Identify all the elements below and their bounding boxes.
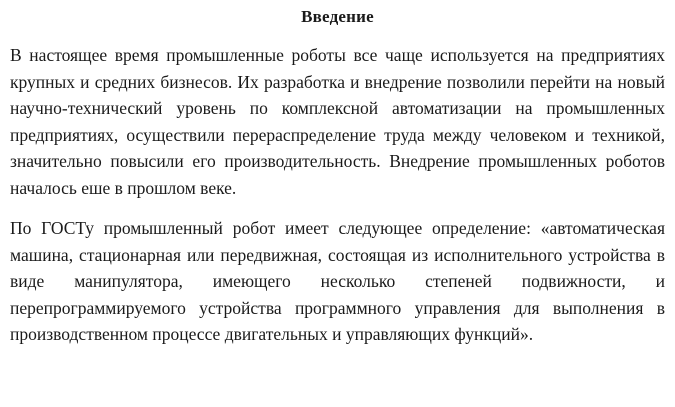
paragraph-intro: В настоящее время промышленные роботы все чаще используется на предприятиях крупных и средних бизнесов. Их разработка и внедрение позволили перейти на новый научно-технический уровень по комплексной автоматизации на промышленных предприятиях, осуществили перераспределение труда между человеком и техникой, значительно повысили его производительность. Внедрение промышленных роботов началось еше в прошлом веке. xyxy=(10,45,665,198)
paragraph-definition: По ГОСТу промышленный робот имеет следующее определение: «автоматическая машина, стационарная или передвижная, состоящая из исполнительного устройства в виде манипулятора, имеющего несколько степеней подвижности, и перепрограммируемого устройства программного управления для выполнения в производственном процессе двигательных и управляющих функций». xyxy=(10,218,665,344)
page-title: Введение xyxy=(301,7,374,26)
